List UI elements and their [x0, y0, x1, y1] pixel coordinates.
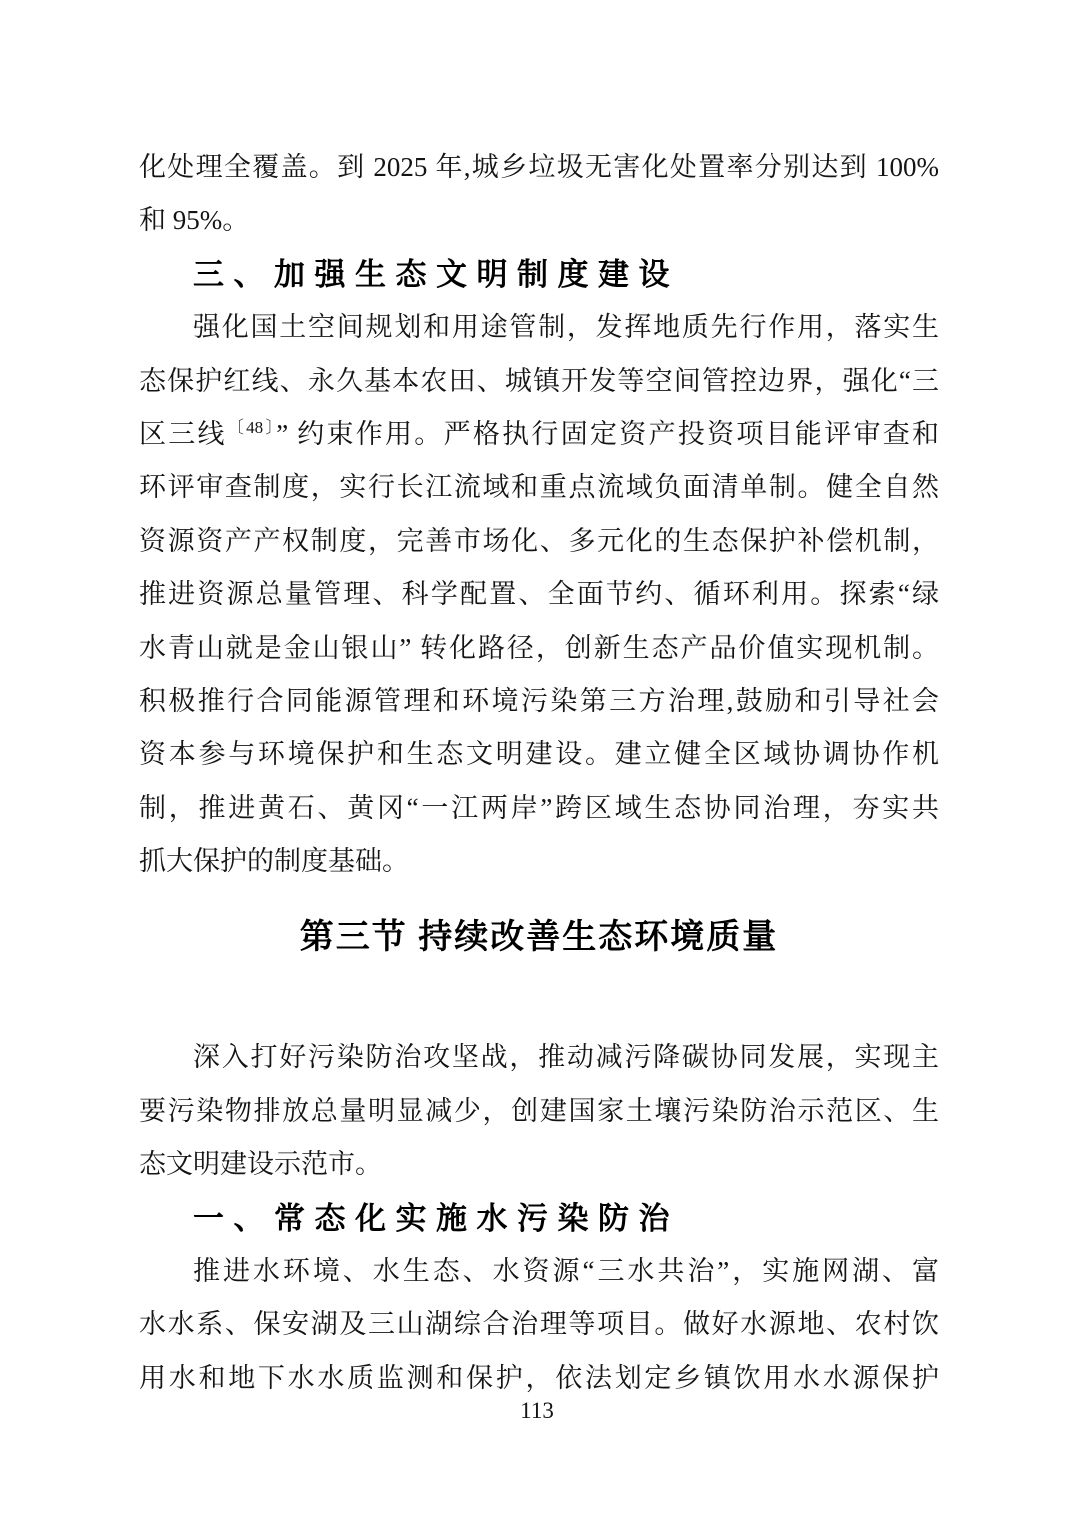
- page-number: 113: [520, 1398, 554, 1423]
- body-line: 积极推行合同能源管理和环境污染第三方治理,鼓励和引导社会: [139, 685, 939, 716]
- body-line: 态文明建设示范市。: [139, 1149, 382, 1180]
- body-line: 资本参与环境保护和生态文明建设。建立健全区域协调协作机: [139, 739, 939, 770]
- body-line: 推进资源总量管理、科学配置、全面节约、循环利用。探索“绿: [139, 579, 939, 610]
- body-line: 推进水环境、水生态、水资源“三水共治”，实施网湖、富: [193, 1256, 939, 1287]
- body-line: 化处理全覆盖。到 2025 年,城乡垃圾无害化处置率分别达到 100%: [139, 152, 939, 182]
- body-line: 资源资产产权制度，完善市场化、多元化的生态保护补偿机制，: [139, 525, 939, 556]
- text-column: [139, 141, 939, 1405]
- body-line: 水水系、保安湖及三山湖综合治理等项目。做好水源地、农村饮: [139, 1309, 939, 1340]
- body-line: [139, 408, 939, 461]
- body-line: 和 95%。: [139, 205, 250, 236]
- body-line: 强化国土空间规划和用途管制，发挥地质先行作用，落实生: [193, 312, 939, 343]
- sub-heading: 一、常态化实施水污染防治: [193, 1200, 679, 1236]
- body-text: 区三线: [139, 418, 227, 449]
- body-line: 抓大保护的制度基础。: [139, 846, 409, 877]
- body-line: 深入打好污染防治攻坚战，推动减污降碳协同发展，实现主: [193, 1042, 939, 1073]
- body-line: 要污染物排放总量明显减少，创建国家土壤污染防治示范区、生: [139, 1095, 939, 1126]
- section-heading: 第三节 持续改善生态环境质量: [299, 919, 779, 957]
- sub-heading: 三、加强生态文明制度建设: [193, 256, 679, 292]
- body-line: 态保护红线、永久基本农田、城镇开发等空间管控边界，强化“三: [139, 365, 939, 396]
- footnote-reference: 〔48〕: [226, 417, 277, 437]
- body-line: 水青山就是金山银山” 转化路径，创新生态产品价值实现机制。: [139, 632, 939, 663]
- body-line: 环评审查制度，实行长江流域和重点流域负面清单制。健全自然: [139, 472, 939, 503]
- body-line: 制，推进黄石、黄冈“一江两岸”跨区域生态协同治理，夯实共: [139, 792, 939, 823]
- body-line: 用水和地下水水质监测和保护，依法划定乡镇饮用水水源保护: [139, 1362, 939, 1393]
- body-text: ” 约束作用。严格执行固定资产投资项目能评审查和: [276, 418, 939, 449]
- line-spacer: [139, 1005, 939, 1031]
